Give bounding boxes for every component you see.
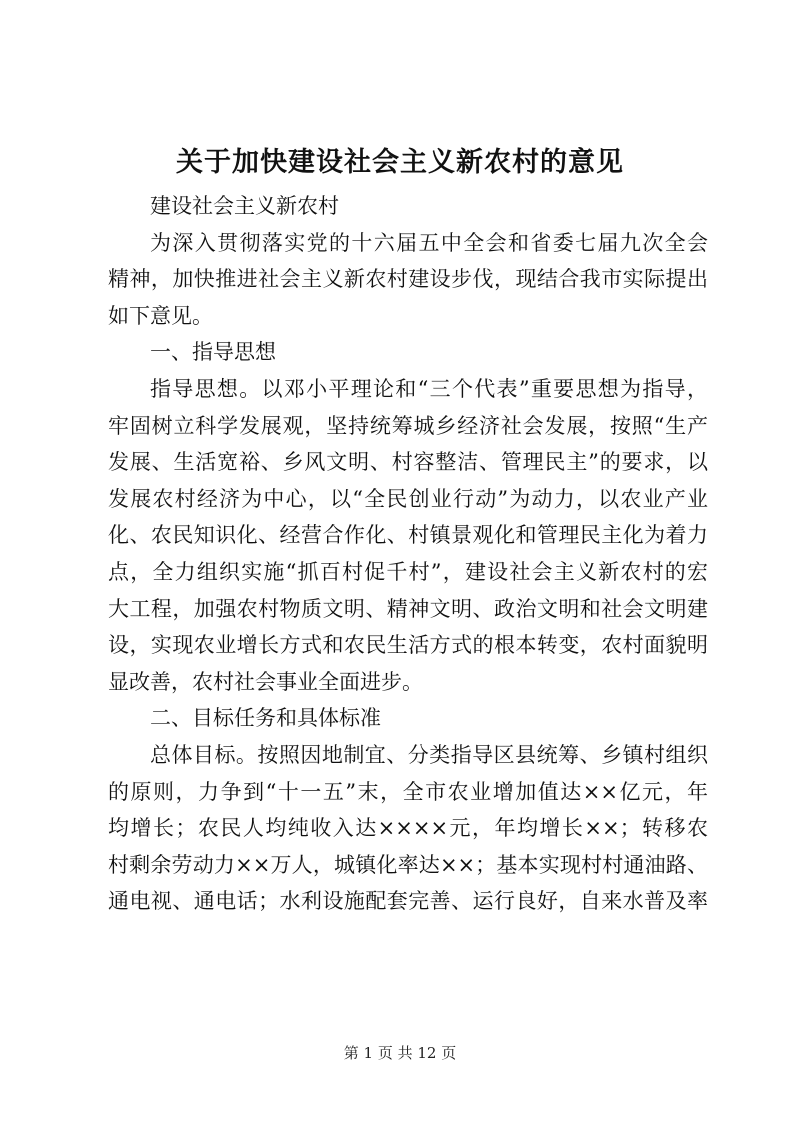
paragraph-line: 村剩余劳动力××万人，城镇化率达××；基本实现村村通油路、 — [108, 852, 708, 877]
paragraph-line: 设，实现农业增长方式和农民生活方式的根本转变，农村面貌明 — [108, 633, 708, 658]
paragraph-line: 通电视、通电话；水利设施配套完善、运行良好，自来水普及率 — [108, 889, 708, 914]
paragraph-line: 显改善，农村社会事业全面进步。 — [108, 669, 423, 694]
document-title: 关于加快建设社会主义新农村的意见 — [176, 147, 624, 178]
paragraph-line: 总体目标。按照因地制宜、分类指导区县统筹、乡镇村组织 — [150, 742, 708, 767]
paragraph-line: 均增长；农民人均纯收入达××××元，年均增长××；转移农 — [108, 816, 708, 841]
paragraph-line: 指导思想。以邓小平理论和“三个代表”重要思想为指导， — [150, 376, 708, 401]
paragraph-line: 发展、生活宽裕、乡风文明、村容整洁、管理民主”的要求，以 — [108, 450, 708, 475]
paragraph-subtitle: 建设社会主义新农村 — [150, 194, 339, 218]
paragraph-line: 发展农村经济为中心，以“全民创业行动”为动力，以农业产业 — [108, 486, 708, 511]
paragraph-line: 点，全力组织实施“抓百村促千村”，建设社会主义新农村的宏 — [108, 559, 708, 584]
paragraph-line: 精神，加快推进社会主义新农村建设步伐，现结合我市实际提出 — [108, 267, 708, 292]
section-heading-1: 一、指导思想 — [150, 340, 276, 365]
paragraph-line: 牢固树立科学发展观，坚持统筹城乡经济社会发展，按照“生产 — [108, 413, 708, 438]
paragraph-line: 的原则，力争到“十一五”末，全市农业增加值达××亿元，年 — [108, 779, 708, 804]
paragraph-line: 大工程，加强农村物质文明、精神文明、政治文明和社会文明建 — [108, 596, 708, 621]
document-body — [108, 188, 708, 920]
paragraph-line: 化、农民知识化、经营合作化、村镇景观化和管理民主化为着力 — [108, 523, 708, 548]
paragraph-line: 为深入贯彻落实党的十六届五中全会和省委七届九次全会 — [150, 230, 708, 255]
section-heading-2: 二、目标任务和具体标准 — [150, 706, 381, 731]
paragraph-line: 如下意见。 — [108, 303, 213, 328]
page-number-footer: 第 1 页 共 12 页 — [343, 1044, 457, 1062]
